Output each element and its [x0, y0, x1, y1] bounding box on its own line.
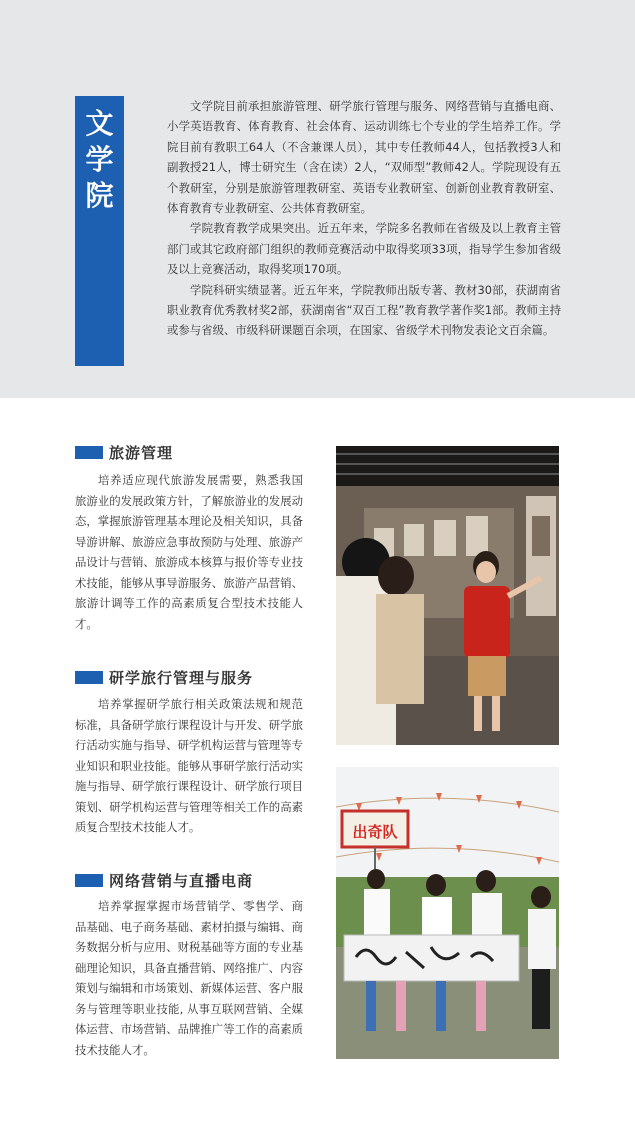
- team-sign-text: 出奇队: [352, 823, 398, 841]
- side-title-bar: [75, 96, 124, 366]
- heading-marker: [75, 671, 103, 684]
- study-tour-photo: [336, 767, 559, 1059]
- side-title-char: 学: [85, 143, 114, 176]
- section-heading-ecommerce: [75, 870, 253, 890]
- section-title: 旅游管理: [109, 443, 174, 462]
- side-title-char: 文: [85, 107, 114, 140]
- intro-paragraph: 学院教育教学成果突出。近五年来，学院多名教师在省级及以上教育主管部门或其它政府部门组织的教师竞赛活动中取得奖项33项，指导学生参加省级及以上竞赛活动，取得奖项170项。: [167, 221, 561, 277]
- section-heading-study-travel: [75, 667, 253, 687]
- section-title: 网络营销与直播电商: [109, 871, 254, 890]
- exhibition-photo: [336, 446, 559, 745]
- exhibition-illustration: [336, 446, 559, 745]
- section-body-tourism: 培养适应现代旅游发展需要，熟悉我国旅游业的发展政策方针，了解旅游业的发展动态，掌握旅游管理基本理论及相关知识，具备导游讲解、旅游应急事故预防与处理、旅游产品设计与营销、旅游成本核算与报价等专业技术技能，能够从事导游服务、旅游产品营销、旅游计调等工作的高素质复合型技术技能人才。: [75, 473, 303, 631]
- heading-marker: [75, 446, 103, 459]
- section-title: 研学旅行管理与服务: [109, 668, 254, 687]
- section-body-ecommerce: 培养掌握掌握市场营销学、零售学、商品基础、电子商务基础、素材拍摄与编辑、商务数据分析与应用、财税基础等方面的专业基础理论知识，具备直播营销、网络推广、内容策划与编辑和市场策划、新媒体运营、客户服务与管理等职业技能, 从事互联网营销、全媒体运营、市场营销、品牌推广等工作的高素质技术技能人才。: [75, 899, 303, 1057]
- intro-paragraph: 文学院目前承担旅游管理、研学旅行管理与服务、网络营销与直播电商、小学英语教育、体育教育、社会体育、运动训练七个专业的学生培养工作。学院目前有教职工64人（不含兼课人员），其中专任教师44人，包括教授3人和副教授21人，博士研究生（含在读）2人，“双师型”教师42人。学院现设有五个教研室，分别是旅游管理教研室、英语专业教研室、创新创业教育教研室、体育教育专业教研室、公共体育教研室。: [167, 99, 561, 216]
- heading-marker: [75, 874, 103, 887]
- intro-paragraph: 学院科研实绩显著。近五年来，学院教师出版专著、教材30部，获湖南省职业教育优秀教材奖2部，获湖南省“双百工程”教育教学著作奖1部。教师主持或参与省级、市级科研课题百余项，在国家、省级学术刊物发表论文百余篇。: [167, 282, 561, 338]
- side-title-char: 院: [85, 179, 114, 212]
- intro-text: [167, 96, 561, 341]
- study-tour-illustration: [336, 767, 559, 1059]
- section-heading-tourism: [75, 442, 173, 462]
- section-body-study-travel: 培养掌握研学旅行相关政策法规和规范标准，具备研学旅行课程设计与开发、研学旅行活动实施与指导、研学机构运营与管理等专业知识和职业技能。能够从事研学旅行活动实施与指导、研学旅行课程设计、研学旅行项目策划、研学机构运营与管理等相关工作的高素质复合型技术技能人才。: [75, 697, 303, 834]
